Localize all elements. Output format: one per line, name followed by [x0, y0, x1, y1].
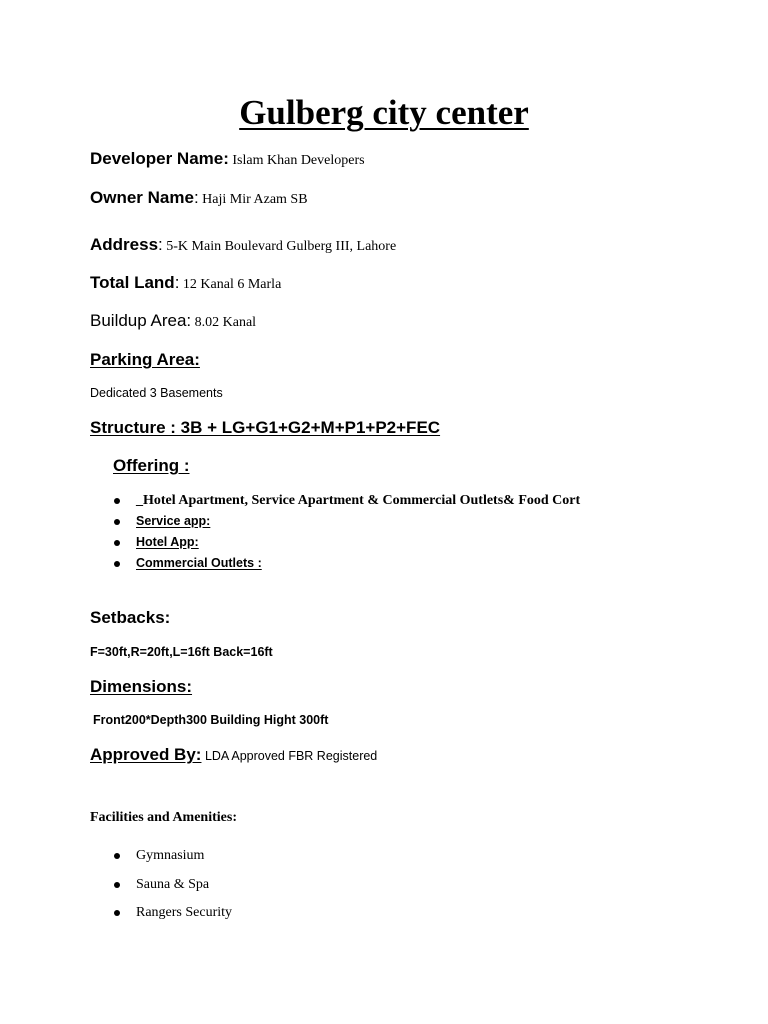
developer-label: Developer Name: — [90, 149, 229, 168]
address-value: 5-K Main Boulevard Gulberg III, Lahore — [162, 239, 397, 254]
facility-item-text: Gymnasium — [136, 848, 205, 863]
buildup-label: Buildup Area: — [90, 311, 192, 330]
list-item — [136, 842, 232, 871]
approved-label: Approved By: — [90, 745, 202, 764]
offering-heading: Offering : — [113, 456, 190, 475]
buildup-value: 8.02 Kanal — [191, 315, 257, 330]
approved-value: LDA Approved FBR Registered — [201, 749, 378, 763]
page-title: Gulberg city center — [239, 93, 529, 132]
dimensions-text: Front200*Depth300 Building Hight 300ft — [93, 713, 329, 727]
dimensions-heading: Dimensions: — [90, 677, 193, 696]
bullet-icon — [114, 853, 120, 859]
facility-item-text: Rangers Security — [136, 905, 233, 920]
offering-item-text: Service app: — [136, 514, 211, 528]
developer-line — [90, 149, 365, 169]
bullet-icon — [114, 561, 120, 567]
total-land-label: Total Land — [90, 273, 175, 292]
owner-label: Owner Name — [90, 188, 194, 207]
bullet-icon — [114, 540, 120, 546]
offering-list — [136, 490, 580, 574]
list-item — [136, 532, 580, 553]
address-separator: : — [158, 235, 163, 254]
list-item — [136, 511, 580, 532]
bullet-icon — [114, 910, 120, 916]
developer-value: Islam Khan Developers — [228, 153, 365, 168]
bullet-icon — [114, 498, 120, 504]
parking-heading: Parking Area: — [90, 350, 200, 369]
approved-line — [90, 745, 377, 765]
structure-heading: Structure : 3B + LG+G1+G2+M+P1+P2+FEC — [90, 418, 441, 437]
total-land-separator: : — [174, 273, 180, 292]
facilities-list — [136, 842, 232, 928]
offering-item-text: Hotel App: — [136, 535, 199, 549]
list-item — [136, 871, 232, 900]
list-item — [136, 899, 232, 928]
bullet-icon — [114, 519, 120, 525]
list-item — [136, 553, 580, 574]
bullet-icon — [114, 882, 120, 888]
owner-separator: : — [193, 188, 199, 207]
facility-item-text: Sauna & Spa — [136, 876, 210, 892]
total-land-line — [90, 273, 281, 293]
list-item — [136, 490, 580, 511]
address-label: Address — [90, 235, 159, 254]
offering-item-text: Commercial Outlets : — [136, 556, 262, 570]
address-line — [90, 235, 396, 255]
offering-item-text: _Hotel Apartment, Service Apartment & Commercial Outlets& Food Cort — [136, 493, 581, 508]
owner-value: Haji Mir Azam SB — [198, 192, 308, 207]
setbacks-heading: Setbacks: — [90, 608, 171, 627]
parking-text: Dedicated 3 Basements — [90, 386, 223, 400]
buildup-line — [90, 311, 256, 331]
owner-line — [90, 188, 308, 208]
setbacks-text: F=30ft,R=20ft,L=16ft Back=16ft — [90, 645, 273, 659]
facilities-heading: Facilities and Amenities: — [90, 810, 237, 825]
total-land-value: 12 Kanal 6 Marla — [179, 277, 282, 292]
